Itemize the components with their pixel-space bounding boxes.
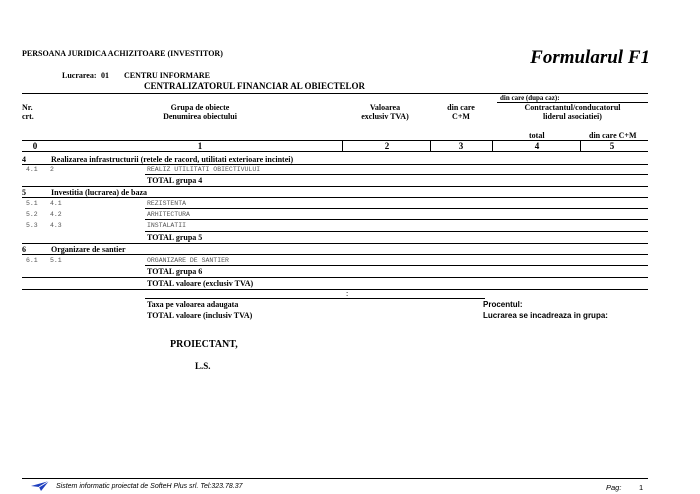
col-nr-line1: Nr.	[22, 103, 33, 112]
row-code: 4.1	[26, 166, 38, 173]
col-contractor-line2: liderul asociatiei)	[543, 112, 602, 121]
entity-label: PERSOANA JURIDICA ACHIZITOARE (INVESTITOR)	[22, 49, 223, 58]
row-name: INSTALATII	[147, 222, 187, 229]
tva-label: Taxa pe valoarea adaugata	[147, 300, 239, 309]
work-number: 01	[101, 71, 109, 80]
idx-1: 1	[197, 141, 203, 151]
group-number: 5	[22, 188, 26, 197]
col-contractor-super: din care (dupa caz):	[500, 94, 560, 102]
row-code: 6.1	[26, 257, 38, 264]
document-title: CENTRALIZATORUL FINANCIAR AL OBIECTELOR	[144, 81, 365, 91]
idx-0: 0	[32, 141, 38, 151]
group-title: Investitia (lucrarea) de baza	[51, 188, 148, 197]
row-line	[145, 174, 648, 175]
col-group-line2: Denumirea obiectului	[163, 112, 237, 121]
group-title-line	[22, 197, 648, 198]
row-subcode: 4.2	[50, 211, 62, 218]
row-subcode: 4.1	[50, 200, 62, 207]
index-divider-1	[342, 140, 343, 151]
group-total: TOTAL grupa 4	[147, 176, 203, 185]
group-classification-label: Lucrarea se incadreaza in grupa:	[483, 311, 608, 320]
group-title-line	[22, 254, 648, 255]
row-name: ORGANIZARE DE SANTIER	[147, 257, 229, 264]
index-divider-2	[430, 140, 431, 151]
row-code: 5.2	[26, 211, 38, 218]
total-excl-line	[22, 289, 648, 290]
col-cm-line1: din care	[447, 103, 475, 112]
group-title: Realizarea infrastructurii (retele de racord, utilitati exterioare incintei)	[51, 155, 294, 164]
work-name: CENTRU INFORMARE	[124, 71, 210, 80]
footer-company: Sistem informatic proiectat de SofteH Plus srl. Tel:323.78.37	[56, 483, 243, 490]
col-nr-line2: crt.	[22, 112, 34, 121]
total-colon: :	[346, 289, 349, 298]
col-total: total	[529, 131, 545, 140]
index-divider-4	[580, 140, 581, 151]
footer-line	[22, 478, 648, 479]
work-label: Lucrarea:	[62, 71, 97, 80]
page-label: Pag:	[606, 483, 622, 492]
group-title-line	[22, 164, 648, 165]
row-code: 5.3	[26, 222, 38, 229]
row-line	[145, 231, 648, 232]
row-subcode: 5.1	[50, 257, 62, 264]
ls-label: L.S.	[195, 361, 211, 371]
idx-4: 4	[534, 141, 540, 151]
row-name: REZISTENTA	[147, 200, 187, 207]
index-divider-3	[492, 140, 493, 151]
row-line	[145, 208, 648, 209]
total-excl-tva: TOTAL valoare (exclusiv TVA)	[147, 279, 254, 288]
group-total: TOTAL grupa 6	[147, 267, 203, 276]
header-bottom-line	[22, 140, 648, 141]
group-total: TOTAL grupa 5	[147, 233, 203, 242]
index-row-line	[22, 151, 648, 152]
group-end-line	[22, 186, 648, 187]
row-line	[145, 265, 648, 266]
group-end-line	[22, 277, 648, 278]
col-value-line1: Valoarea	[369, 103, 401, 112]
col-group-line1: Grupa de obiecte	[170, 103, 230, 112]
col-contractor-line1: Contractantul/conducatorul	[524, 103, 621, 112]
row-name: ARHITECTURA	[147, 211, 190, 218]
page-number: 1	[639, 483, 644, 492]
total-sep-line	[145, 298, 485, 299]
row-subcode: 4.3	[50, 222, 62, 229]
company-logo-icon	[30, 480, 50, 492]
row-code: 5.1	[26, 200, 38, 207]
row-subcode: 2	[50, 166, 54, 173]
row-line	[145, 219, 648, 220]
idx-3: 3	[458, 141, 464, 151]
group-title: Organizare de santier	[51, 245, 126, 254]
row-name: REALIZ UTILITATI OBIECTIVULUI	[147, 166, 261, 173]
col-contractor-cm: din care C+M	[589, 131, 637, 140]
designer-label: PROIECTANT,	[170, 339, 238, 350]
col-value-line2: exclusiv TVA)	[361, 112, 409, 121]
idx-2: 2	[384, 141, 390, 151]
total-incl-tva: TOTAL valoare (inclusiv TVA)	[147, 311, 253, 320]
group-end-line	[22, 243, 648, 244]
percent-label: Procentul:	[483, 300, 523, 309]
col-cm-line2: C+M	[452, 112, 470, 121]
form-title: Formularul F1	[530, 47, 650, 68]
group-number: 6	[22, 245, 26, 254]
group-number: 4	[22, 155, 26, 164]
idx-5: 5	[609, 141, 615, 151]
